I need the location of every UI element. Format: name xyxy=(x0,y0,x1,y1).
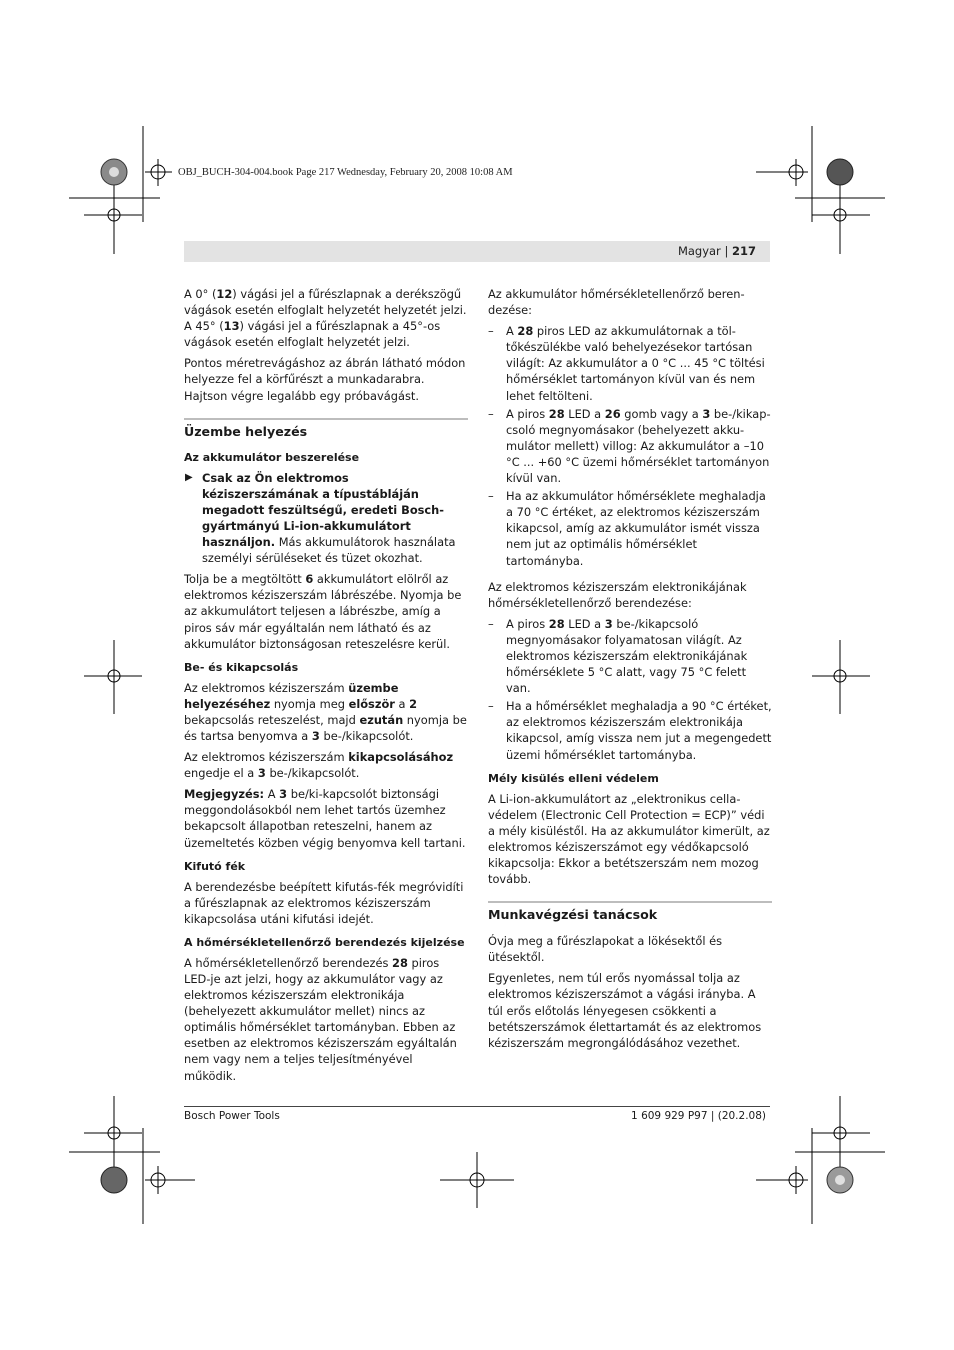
warning-text xyxy=(202,471,456,565)
bold-text-run: üzembe helyezéséhez xyxy=(184,680,399,711)
dash-list-item xyxy=(488,488,772,568)
section-title-working-advice: Munkavégzési tanácsok xyxy=(488,901,772,923)
right-column xyxy=(488,286,772,1056)
subtitle-temperature-indicator: A hőmérsékletellenőrző berendezés kijelzése xyxy=(184,935,465,949)
dash-bullet: – xyxy=(488,616,494,631)
bold-text-run: 3 xyxy=(702,406,711,421)
triangle-bullet-icon: ▶ xyxy=(185,471,193,483)
dash-bullet: – xyxy=(488,489,494,504)
text-run: A hőmérsékletellenőrző berendezés xyxy=(184,955,393,970)
text-run: LED a xyxy=(564,406,605,421)
text-run: bekapcsolás reteszelést, majd xyxy=(184,712,360,727)
subtitle-battery-insert: Az akkumulátor beszerelése xyxy=(184,450,360,464)
subtitle-deep-discharge: Mély kisülés elleni védelem xyxy=(488,771,659,785)
bold-text-run: 26 xyxy=(604,406,621,421)
paragraph-feed-pressure: Egyenletes, nem túl erős nyomással tolja az elektromos kéziszerszámot a vágási irányba. A túl erős előtolás lényegesen csökkenti a betétszerszámok élettartamát és az elektromos kéziszerszám megrongálódásához vezethet. xyxy=(488,971,762,1050)
file-info-line: OBJ_BUCH-304-004.book Page 217 Wednesday, February 20, 2008 10:08 AM xyxy=(178,167,513,178)
bold-text-run: 3 xyxy=(604,616,613,631)
dash-list-item xyxy=(488,323,772,403)
text-run: Ha az akkumulátor hőmérséklete meghaladja a 70 °C értéket, az elektromos kéziszerszám kikapcsol, amíg az akkumulátor ismét vissza nem jut az optimális hőmérséklet tartományba. xyxy=(506,489,766,568)
text-run: piros LED az akkumulátornak a töl-tőkészülékbe való behelyezésekor tartósan világít: Az akkumulátor a 0 °C ... 45 °C töltési hőmérséklet tartományon kívül van és nem lehet feltölteni. xyxy=(506,324,765,403)
text-run: be-/kikapcsolót. xyxy=(265,766,360,781)
bold-text-run: ezután xyxy=(359,712,404,727)
paragraph-temperature-indicator xyxy=(184,955,468,1084)
header-language: Magyar xyxy=(677,244,721,258)
text-run: Ha a hőmérséklet meghaladja a 90 °C értéket, az elektromos kéziszerszám elektronikája kikapcsol, amíg vissza nem jut a megengedett üzemi hőmérséklet tartományba. xyxy=(506,699,772,762)
paragraph-cutting-marks xyxy=(184,286,468,350)
dash-list-battery xyxy=(488,323,772,568)
dash-item-text xyxy=(506,324,765,402)
text-run: a xyxy=(394,696,410,711)
paragraph-deep-discharge: A Li-ion-akkumulátort az „elektronikus cella-védelem (Electronic Cell Protection = ECP)” védi a mély kisüléstől. Ha az akkumulátor kimerült, az elektromos kéziszerszámot egy védőkapcsoló kikapcsolja: Ekkor a betétszerszám nem mozog tovább. xyxy=(488,791,770,887)
page-header-text xyxy=(678,244,756,258)
text-run: Tolja be a megtöltött xyxy=(184,572,306,587)
bold-text-run: 3 xyxy=(279,787,288,802)
dash-list-item xyxy=(488,698,772,762)
paragraph-switch-off xyxy=(184,749,468,781)
text-run: be-/kikap-csoló megnyomásakor (behelyezett akku-mulátor mellett) villog: Az akkumulátor a –10 °C ... +60 °C üzemi hőmérséklet tartományon kívül van. xyxy=(506,406,771,486)
dash-list-item xyxy=(488,406,772,486)
text-run: A 0° ( xyxy=(184,287,217,301)
page-number: 217 xyxy=(731,244,756,258)
text-run: A piros xyxy=(506,406,549,421)
paragraph-brake: A berendezésbe beépített kifutás-fék megróvidíti a fűrészlapnak az elektromos kéziszerszám kikapcsolása utáni kifutási idejét. xyxy=(184,879,464,926)
bold-text-run: 3 xyxy=(257,766,266,781)
text-run: A piros xyxy=(506,616,549,631)
left-column xyxy=(184,286,468,1089)
paragraph-battery-insert xyxy=(184,571,468,651)
page-header-bar xyxy=(184,241,770,262)
text-run: Az elektromos kéziszerszám xyxy=(184,680,349,695)
bold-text-run: 28 xyxy=(548,616,565,631)
header-separator: | xyxy=(724,244,729,258)
bold-text-run: 12 xyxy=(216,287,233,301)
bold-text-run: 3 xyxy=(311,728,320,743)
bold-text-run: 28 xyxy=(392,955,408,970)
bold-text-run: először xyxy=(348,696,395,711)
text-run: be/ki-kapcsolót biztonsági meggondolásokból nem lehet tartós üzemhez bekapcsolt állapotban reteszelni, hanem az üzemeltetés közben végig benyomva kell tartani. xyxy=(184,787,466,850)
footer-rule xyxy=(184,1106,770,1107)
text-run: ) vágási jel a fűrészlapnak a 45°-os vágások esetén elfoglalt helyzetét jelzi. xyxy=(184,319,441,350)
warning-item xyxy=(184,470,468,567)
footer-brand: Bosch Power Tools xyxy=(184,1110,280,1122)
bold-text-run: 6 xyxy=(305,572,314,587)
dash-item-text xyxy=(506,617,747,695)
dash-bullet: – xyxy=(488,699,494,714)
text-run: be-/kikapcsolót. xyxy=(319,728,414,743)
text-run: be-/kikapcsoló megnyomásakor folyamatosan világít. Az elektromos kéziszerszám elektronikájának hőmérséklete 5 °C alatt, vagy 75 °C felett van. xyxy=(506,616,748,696)
text-run: gomb vagy a xyxy=(620,406,703,421)
bold-text-run: 13 xyxy=(223,319,240,334)
subtitle-switch: Be- és kikapcsolás xyxy=(184,660,299,674)
text-run: LED a xyxy=(564,616,605,631)
bold-text-run: kikapcsolásához xyxy=(348,750,454,765)
paragraph-protect-blades: Óvja meg a fűrészlapokat a lökésektől és ütésektől. xyxy=(488,934,723,965)
text-run: engedje el a xyxy=(184,766,258,781)
paragraph-switch-on xyxy=(184,680,468,744)
bold-text-run: 2 xyxy=(409,696,418,711)
dash-item-text xyxy=(506,489,766,567)
subtitle-brake: Kifutó fék xyxy=(184,859,246,873)
bold-text-run: 28 xyxy=(548,406,565,421)
paragraph-note xyxy=(184,786,468,850)
dash-bullet: – xyxy=(488,324,494,339)
text-run: Az elektromos kéziszerszám xyxy=(184,750,349,765)
bold-text-run: Csak az Ön elektromos kéziszerszámának a típustábláján megadott feszültségű, eredeti Bosch-gyártmányú Li-ion-akkumulátort használjon. xyxy=(202,470,445,550)
text-run: ) vágási jel a fűrészlapnak a derékszögű vágások esetén elfoglalt helyzetét helyzetét jelzi. A 45° ( xyxy=(184,287,467,334)
section-title-startup: Üzembe helyezés xyxy=(184,418,468,440)
dash-item-text xyxy=(506,407,771,485)
bold-text-run: 28 xyxy=(517,324,534,339)
dash-bullet: – xyxy=(488,406,494,421)
paragraph-electronics-temp-intro: Az elektromos kéziszerszám elektronikájának hőmérsékletellenőrző berendezése: xyxy=(488,579,747,610)
text-run: Más akkumulátorok használata személyi sérüléseket és tüzet okozhat. xyxy=(202,535,456,566)
text-run: A xyxy=(264,787,280,802)
text-run: A xyxy=(506,324,518,339)
dash-list-item xyxy=(488,616,772,696)
text-run: akkumulátort elölről az elektromos kéziszerszám lábrészébe. Nyomja be az akkumulátort teljesen a lábrészbe, amíg a piros sáv már egyáltalán nem látható és az akkumulátor biztonságosan reteszelésre kerül. xyxy=(184,572,462,651)
text-run: nyomja be és tartsa benyomva a xyxy=(184,712,467,743)
paragraph-battery-temp-intro: Az akkumulátor hőmérsékletellenőrző beren-dezése: xyxy=(488,287,745,318)
paragraph-test-cut: Pontos méretrevágáshoz az ábrán látható módon helyezze fel a körfűrészt a munkadarabra. Hajtson végre legalább egy próbavágást. xyxy=(184,356,466,403)
footer-docref: 1 609 929 P97 | (20.2.08) xyxy=(631,1110,766,1122)
text-run: piros LED-je azt jelzi, hogy az akkumulátor vagy az elektromos kéziszerszám elektronikája (behelyezett akkumulátor mellet) nincs az optimális hőmérséklet tartományban. Ebben az esetben az elektromos kéziszerszám egyáltalán nem vagy nem a teljes teljesítményével működik. xyxy=(184,955,457,1083)
dash-item-text xyxy=(506,699,772,761)
dash-list-electronics xyxy=(488,616,772,763)
text-run: nyomja meg xyxy=(270,696,349,711)
bold-text-run: Megjegyzés: xyxy=(184,787,265,802)
